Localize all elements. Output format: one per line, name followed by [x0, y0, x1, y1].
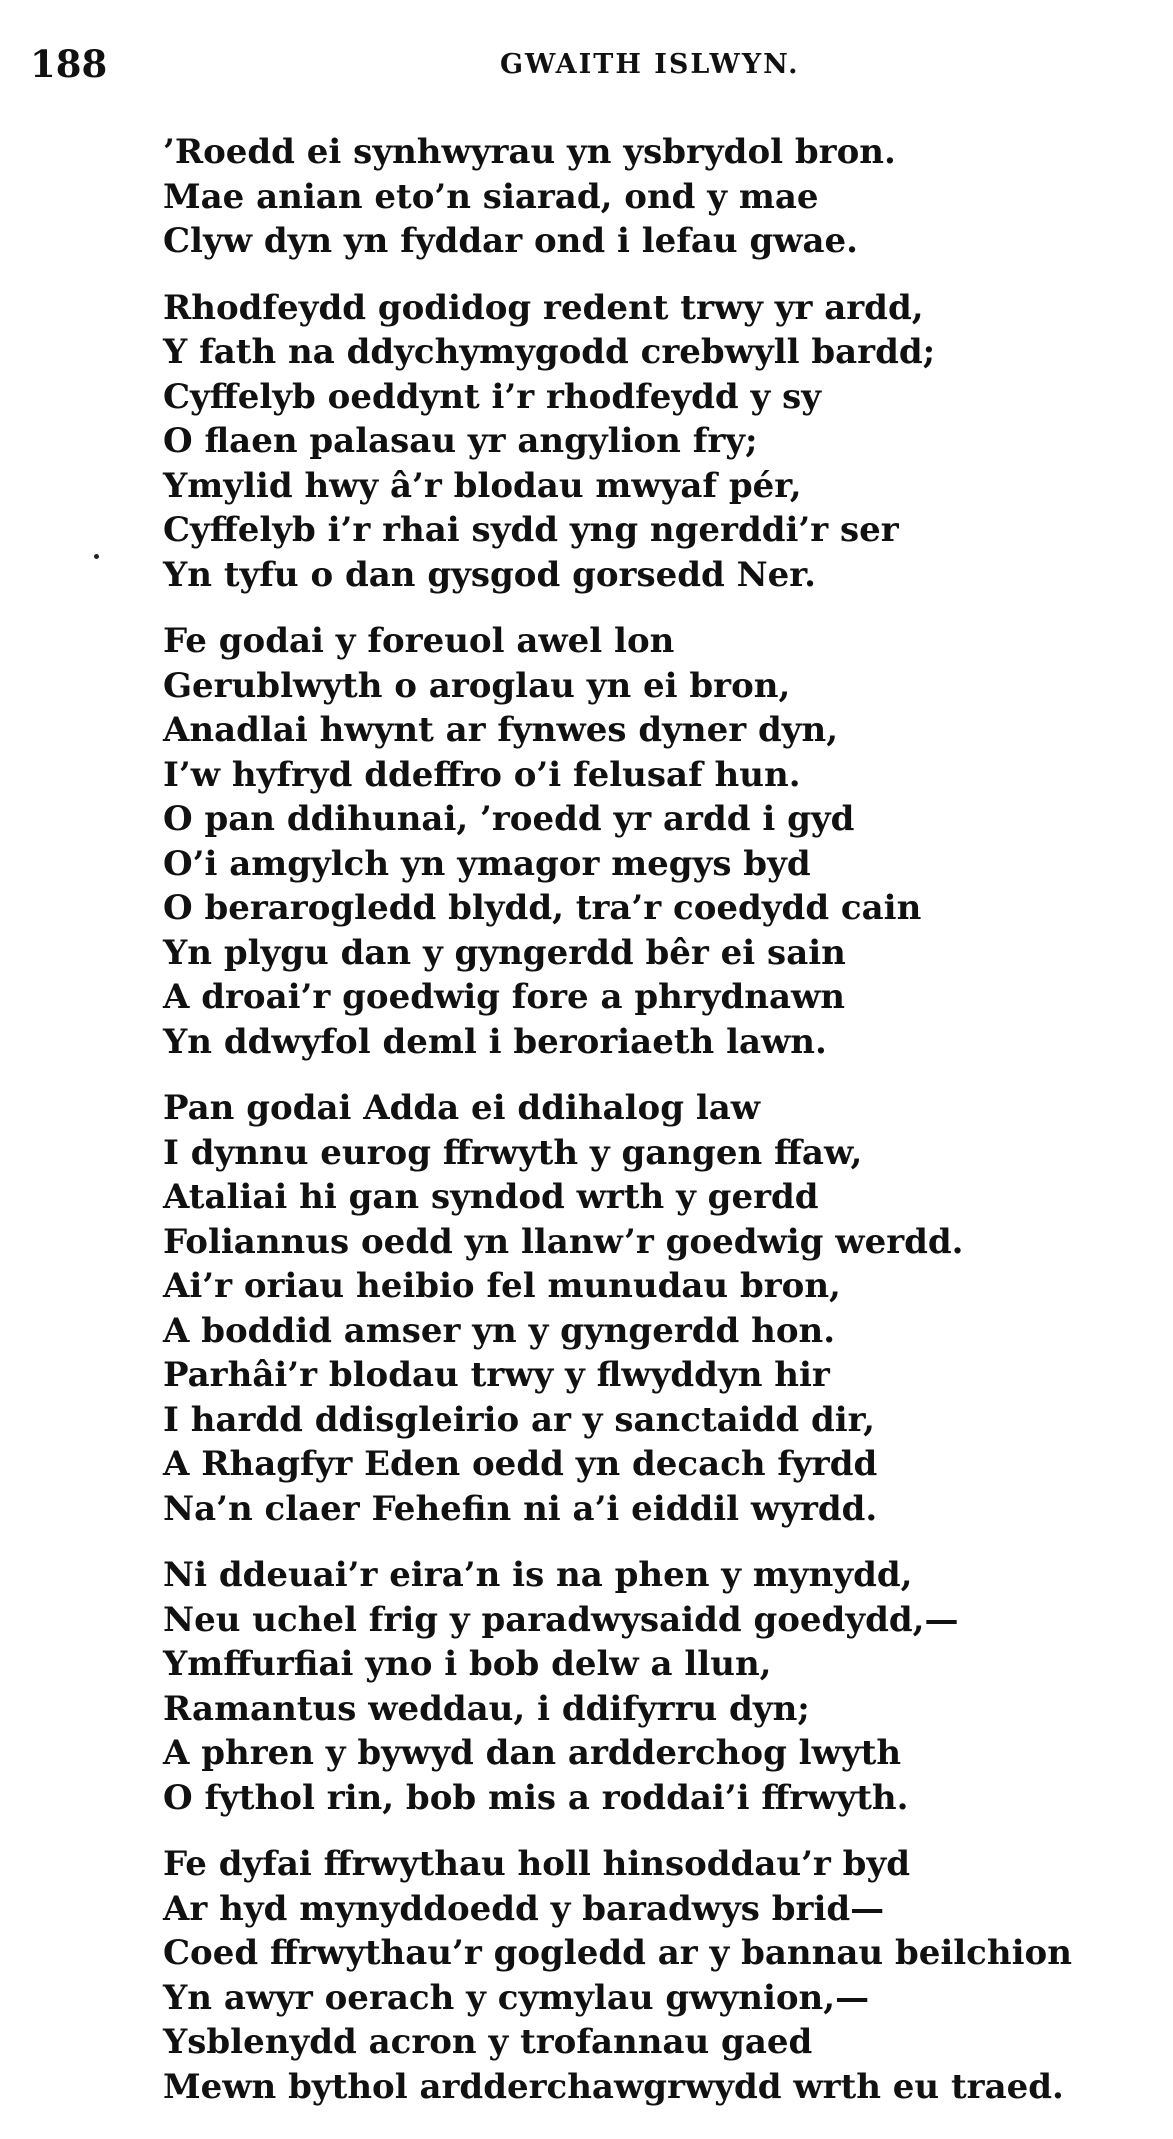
verse-line: Ysblenydd acron y trofannau gaed — [163, 2022, 813, 2062]
verse-line: Rhodfeydd godidog redent trwy yr ardd, — [163, 287, 924, 328]
verse-line: Cyffelyb oeddynt i’r rhodfeydd y sy — [163, 376, 821, 417]
stanza — [163, 286, 1163, 598]
verse-line: Ar hyd mynyddoedd y baradwys brid— — [163, 1888, 885, 1929]
stanza — [163, 1842, 1163, 2109]
verse-line: Ramantus weddau, i ddifyrru dyn; — [163, 1688, 810, 1729]
verse-line: Ymffurfiai yno i bob delw a llun, — [163, 1644, 772, 1684]
verse-line: A droai’r goedwig fore a phrydnawn — [163, 977, 845, 1017]
verse-line: Mae anian eto’n siarad, ond y mae — [163, 176, 819, 217]
verse-line: O fythol rin, bob mis a roddai’i ffrwyth. — [163, 1777, 909, 1818]
verse-line: Ataliai hi gan syndod wrth y gerdd — [163, 1177, 819, 1217]
verse-line: Anadlai hwynt ar fynwes dyner dyn, — [163, 710, 839, 750]
verse-line: Neu uchel frig y paradwysaidd goedydd,— — [163, 1599, 959, 1640]
stanza — [163, 1553, 1163, 1820]
verse-line: Foliannus oedd yn llanw’r goedwig werdd. — [163, 1221, 964, 1262]
verse-line: Yn tyfu o dan gysgod gorsedd Ner. — [163, 554, 816, 595]
verse-line: Clyw dyn yn fyddar ond i lefau gwae. — [163, 221, 859, 261]
verse-line: Yn plygu dan y gyngerdd bêr ei sain — [163, 932, 846, 973]
verse-line: Na’n claer Fehefin ni a’i eiddil wyrdd. — [163, 1488, 878, 1529]
verse-line: Ni ddeuai’r eira’n is na phen y mynydd, — [163, 1555, 913, 1595]
verse-line: Cyffelyb i’r rhai sydd yng ngerddi’r ser — [163, 510, 899, 550]
margin-mark — [94, 554, 99, 559]
verse-line: I dynnu eurog ffrwyth y gangen ffaw, — [163, 1132, 863, 1173]
verse-line: O berarogledd blydd, tra’r coedydd cain — [163, 888, 922, 928]
verse-line: O pan ddihunai, ’roedd yr ardd i gyd — [163, 799, 855, 839]
poem-body — [163, 130, 1163, 2131]
verse-line: A boddid amser yn y gyngerdd hon. — [163, 1310, 836, 1351]
verse-line: Pan godai Adda ei ddihalog law — [163, 1088, 761, 1128]
verse-line: Ai’r oriau heibio fel munudau bron, — [163, 1266, 841, 1306]
running-title: GWAITH ISLWYN. — [500, 49, 800, 80]
verse-line: Fe dyfai ffrwythau holl hinsoddau’r byd — [163, 1844, 910, 1884]
verse-line: Coed ffrwythau’r gogledd ar y bannau beilchion — [163, 1933, 1072, 1973]
stanza — [163, 619, 1163, 1064]
verse-line: ’Roedd ei synhwyrau yn ysbrydol bron. — [163, 132, 896, 172]
verse-line: A phren y bywyd dan ardderchog lwyth — [163, 1733, 902, 1773]
verse-line: I hardd ddisgleirio ar y sanctaidd dir, — [163, 1399, 875, 1440]
verse-line: Parhâi’r blodau trwy y flwyddyn hir — [163, 1355, 830, 1395]
stanza — [163, 1086, 1163, 1531]
verse-line: O flaen palasau yr angylion fry; — [163, 421, 758, 461]
verse-line: O’i amgylch yn ymagor megys byd — [163, 843, 811, 884]
verse-line: Yn ddwyfol deml i beroriaeth lawn. — [163, 1021, 827, 1062]
stanza — [163, 130, 1163, 264]
verse-line: Ymylid hwy â’r blodau mwyaf pér, — [163, 465, 802, 506]
page-number: 188 — [30, 42, 108, 86]
verse-line: A Rhagfyr Eden oedd yn decach fyrdd — [163, 1444, 878, 1484]
verse-line: Y fath na ddychymygodd crebwyll bardd; — [163, 332, 936, 372]
verse-line: Yn awyr oerach y cymylau gwynion,— — [163, 1977, 870, 2018]
verse-line: Fe godai y foreuol awel lon — [163, 621, 675, 661]
verse-line: I’w hyfryd ddeffro o’i felusaf hun. — [163, 754, 801, 795]
verse-line: Mewn bythol ardderchawgrwydd wrth eu traed. — [163, 2066, 1064, 2107]
verse-line: Gerublwyth o aroglau yn ei bron, — [163, 665, 791, 706]
